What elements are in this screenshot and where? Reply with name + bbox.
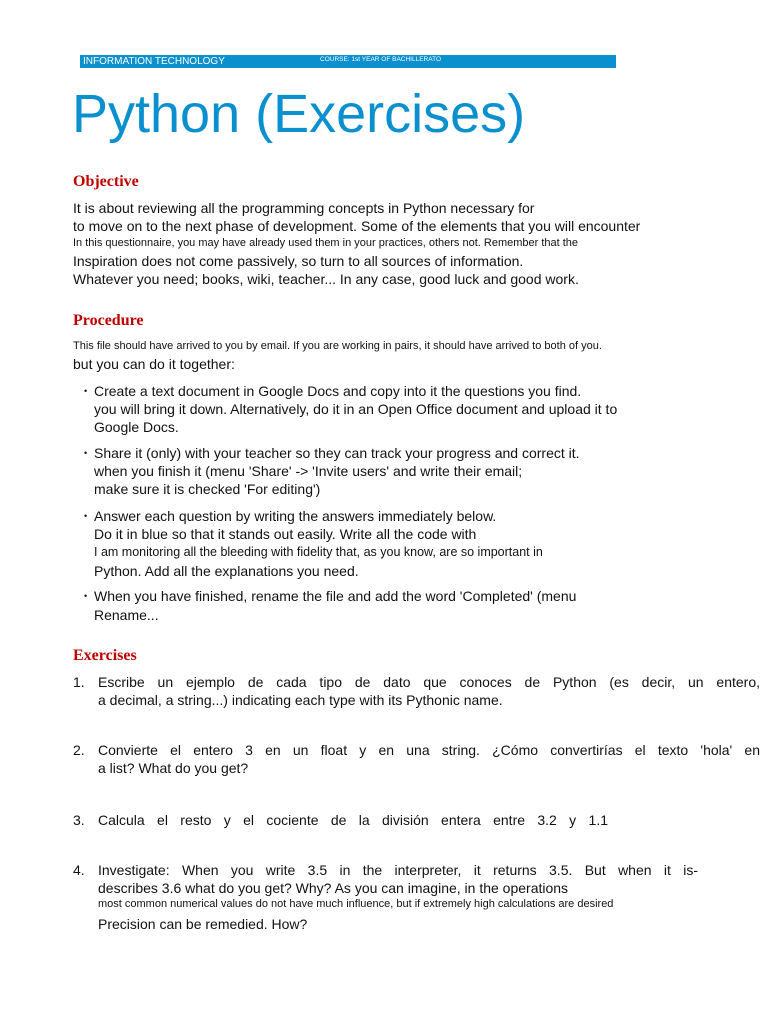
procedure-bullet-line: When you have finished, rename the file and add the word 'Completed' (menu xyxy=(94,588,577,604)
exercise-number: 4. xyxy=(73,862,85,878)
procedure-bullet-line: Answer each question by writing the answers immediately below. xyxy=(94,508,497,524)
exercise-number: 1. xyxy=(73,674,85,690)
page-title: Python (Exercises) xyxy=(72,84,526,144)
header-bar xyxy=(80,55,616,68)
objective-line: It is about reviewing all the programming concepts in Python necessary for xyxy=(73,200,535,216)
exercises-heading: Exercises xyxy=(73,647,137,664)
exercise-line: most common numerical values do not have much influence, but if extremely high calculations are desired xyxy=(98,898,614,910)
bullet-marker: • xyxy=(84,386,88,396)
procedure-bullet-line: when you finish it (menu 'Share' -> 'Invite users' and write their email; xyxy=(94,463,523,479)
procedure-bullet-line: Google Docs. xyxy=(94,419,179,435)
bullet-marker: • xyxy=(84,448,88,458)
procedure-bullet-line: make sure it is checked 'For editing') xyxy=(94,481,321,497)
procedure-bullet-line: Rename... xyxy=(94,607,159,623)
procedure-bullet-line: Python. Add all the explanations you need. xyxy=(94,563,359,579)
procedure-bullet-line: Do it in blue so that it stands out easily. Write all the code with xyxy=(94,526,477,542)
exercise-number: 2. xyxy=(73,742,85,758)
header-subject: INFORMATION TECHNOLOGY xyxy=(83,56,225,67)
objective-heading: Objective xyxy=(73,173,139,190)
exercise-line: Calcula el resto y el cociente de la división entera entre 3.2 y 1.1 xyxy=(98,812,608,828)
procedure-intro-line: This file should have arrived to you by email. If you are working in pairs, it should have arrived to both of you. xyxy=(73,340,602,352)
exercise-number: 3. xyxy=(73,812,85,828)
header-course: COURSE: 1st YEAR OF BACHILLERATO xyxy=(320,56,442,63)
procedure-intro-line: but you can do it together: xyxy=(73,356,235,372)
procedure-bullet-line: Create a text document in Google Docs and copy into it the questions you find. xyxy=(94,383,582,399)
exercise-line: describes 3.6 what do you get? Why? As you can imagine, in the operations xyxy=(98,880,569,896)
exercise-line: Investigate: When you write 3.5 in the interpreter, it returns 3.5. But when it is- xyxy=(98,862,698,878)
procedure-heading: Procedure xyxy=(73,312,144,329)
procedure-bullet-line: Share it (only) with your teacher so they can track your progress and correct it. xyxy=(94,445,580,461)
objective-line: to move on to the next phase of development. Some of the elements that you will encounter xyxy=(73,218,641,234)
exercise-line: Convierte el entero 3 en un float y en una string. ¿Cómo convertirías el texto 'hola' en xyxy=(98,742,760,758)
exercise-line: Escribe un ejemplo de cada tipo de dato que conoces de Python (es decir, un entero, xyxy=(98,674,760,690)
objective-line: Inspiration does not come passively, so turn to all sources of information. xyxy=(73,253,524,269)
procedure-bullet-line: I am monitoring all the bleeding with fidelity that, as you know, are so important in xyxy=(94,545,543,559)
exercise-line: Precision can be remedied. How? xyxy=(98,916,308,932)
objective-line: In this questionnaire, you may have already used them in your practices, others not. Remember that the xyxy=(73,237,579,249)
exercise-line: a decimal, a string...) indicating each type with its Pythonic name. xyxy=(98,692,503,708)
bullet-marker: • xyxy=(84,591,88,601)
exercise-line: a list? What do you get? xyxy=(98,760,249,776)
objective-line: Whatever you need; books, wiki, teacher... In any case, good luck and good work. xyxy=(73,271,579,287)
bullet-marker: • xyxy=(84,511,88,521)
procedure-bullet-line: you will bring it down. Alternatively, do it in an Open Office document and upload it to xyxy=(94,401,618,417)
